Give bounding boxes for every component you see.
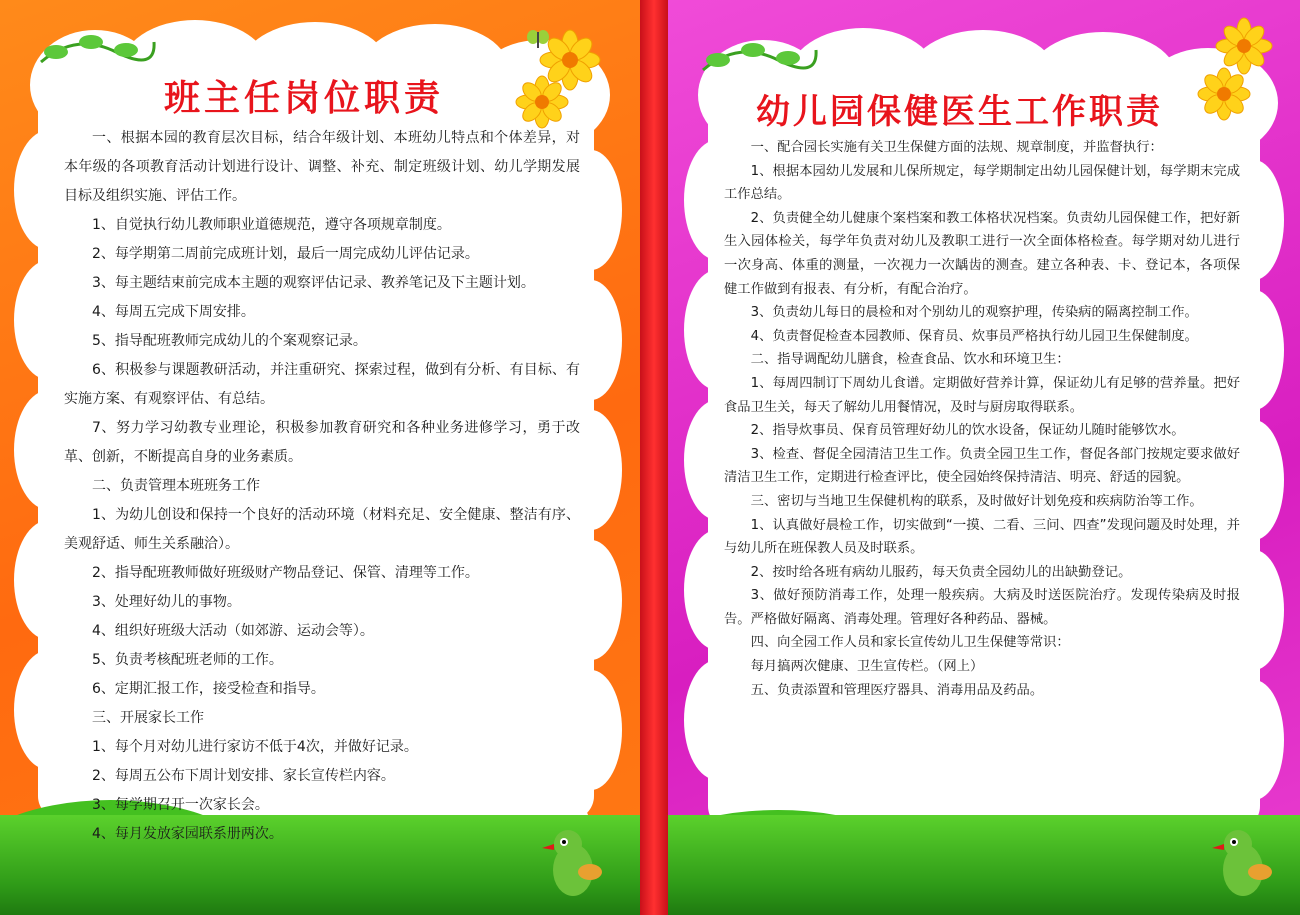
duty-item: 7、努力学习幼教专业理论，积极参加教育研究和各种业务进修学习，勇于改革、创新，不断提高自身的业务素质。 [64,420,580,465]
duty-item: 1、每周四制订下周幼儿食谱。定期做好营养计算，保证幼儿有足够的营养量。把好食品卫生关，每天了解幼儿用餐情况，及时与厨房取得联系。 [724,375,1240,415]
bird-icon [1208,820,1278,900]
duty-list [724,136,1240,702]
duty-item: 4、组织好班级大活动（如郊游、运动会等）。 [92,623,374,639]
duty-item: 5、负责考核配班老师的工作。 [92,652,283,668]
vine-icon [698,30,818,90]
right-poster [668,0,1300,915]
duty-item: 1、每个月对幼儿进行家访不低于4次，并做好记录。 [92,739,418,755]
duty-item: 3、每学期召开一次家长会。 [92,797,269,813]
duty-item: 二、指导调配幼儿膳食，检查食品、饮水和环境卫生： [750,352,1070,368]
duty-item: 2、每学期第二周前完成班计划，最后一周完成幼儿评估记录。 [92,246,479,262]
duty-item: 三、密切与当地卫生保健机构的联系，及时做好计划免疫和疾病防治等工作。 [750,493,1203,509]
flower-icon [508,24,618,134]
duty-item: 2、指导炊事员、保育员管理好幼儿的饮水设备，保证幼儿随时能够饮水。 [750,423,1185,439]
duty-item: 4、每月发放家园联系册两次。 [92,826,283,842]
duty-item: 1、认真做好晨检工作，切实做到“一摸、二看、三问、四查”发现问题及时处理，并与幼儿所在班保教人员及时联系。 [724,517,1240,557]
duty-item: 4、每周五完成下周安排。 [92,304,255,320]
duty-item: 2、指导配班教师做好班级财产物品登记、保管、清理等工作。 [92,565,479,581]
duty-item: 四、向全园工作人员和家长宣传幼儿卫生保健等常识： [750,635,1070,651]
duty-item: 一、根据本园的教育层次目标，结合年级计划、本班幼儿特点和个体差异，对本年级的各项教育活动计划进行设计、调整、补充、制定班级计划、幼儿学期发展目标及组织实施、评估工作。 [64,130,580,204]
duty-item: 4、负责督促检查本园教师、保育员、炊事员严格执行幼儿园卫生保健制度。 [750,328,1198,344]
poster-title: 班主任岗位职责 [164,78,445,119]
duty-item: 一、配合园长实施有关卫生保健方面的法规、规章制度，并监督执行： [750,140,1163,155]
duty-item: 5、指导配班教师完成幼儿的个案观察记录。 [92,333,367,349]
grass-icon [668,815,1300,915]
poster-title: 幼儿园保健医生工作职责 [756,92,1163,132]
duty-item: 3、负责幼儿每日的晨检和对个别幼儿的观察护理，传染病的隔离控制工作。 [750,305,1198,321]
duty-item: 1、为幼儿创设和保持一个良好的活动环境（材料充足、安全健康、整洁有序、美观舒适、师生关系融洽）。 [64,507,580,552]
vine-icon [36,22,156,82]
duty-item: 二、负责管理本班班务工作 [92,478,260,494]
duty-item: 2、每周五公布下周计划安排、家长宣传栏内容。 [92,768,395,784]
duty-list [64,124,580,849]
duty-item: 6、定期汇报工作，接受检查和指导。 [92,681,325,697]
duty-item: 1、根据本园幼儿发展和儿保所规定，每学期制定出幼儿园保健计划，每学期末完成工作总结。 [724,163,1240,203]
duty-item: 6、积极参与课题教研活动，并注重研究、探索过程，做到有分析、有目标、有实施方案、有观察评估、有总结。 [64,362,580,407]
flower-icon [1172,16,1292,126]
panel-divider [640,0,668,915]
duty-item: 每月搞两次健康、卫生宣传栏。（网上） [750,659,984,675]
duty-item: 3、处理好幼儿的事物。 [92,594,241,610]
duty-item: 五、负责添置和管理医疗器具、消毒用品及药品。 [750,682,1044,698]
duty-item: 2、按时给各班有病幼儿服药，每天负责全园幼儿的出缺勤登记。 [750,564,1132,580]
duty-item: 2、负责健全幼儿健康个案档案和教工体格状况档案。负责幼儿园保健工作，把好新生入园体检关，每学年负责对幼儿及教职工进行一次全面体格检查。每学期对幼儿进行一次身高、体重的测量，一次视力一次龋齿的测查。建立各种表、卡、登记本，各项保健工作做到有报表、有分析，有配合治疗。 [724,210,1240,297]
butterfly-icon [526,28,550,52]
duty-item: 三、开展家长工作 [92,710,204,726]
left-poster [0,0,640,915]
duty-item: 1、自觉执行幼儿教师职业道德规范，遵守各项规章制度。 [92,217,451,233]
duty-item: 3、做好预防消毒工作，处理一般疾病。大病及时送医院治疗。发现传染病及时报告。严格做好隔离、消毒处理。管理好各种药品、器械。 [724,588,1240,627]
duty-item: 3、检查、督促全园清洁卫生工作。负责全园卫生工作，督促各部门按规定要求做好清洁卫生工作，定期进行检查评比，使全园始终保持清洁、明亮、舒适的园貌。 [724,446,1240,486]
duty-item: 3、每主题结束前完成本主题的观察评估记录、教养笔记及下主题计划。 [92,275,535,291]
